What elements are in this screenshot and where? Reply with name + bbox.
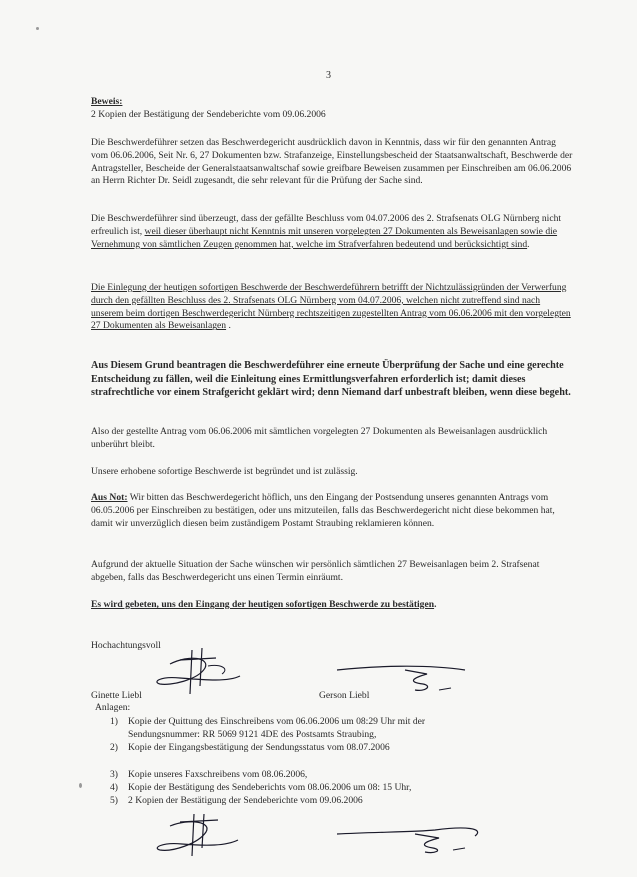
paragraph-5: Also der gestellte Antrag vom 06.06.2006 mit sämtlichen vorgelegten 27 Dokumenten als Beweisanlagen ausdrücklich unberührt bleibt. — [91, 426, 548, 450]
anlagen-label: Anlagen: — [95, 702, 131, 713]
paragraph-2-text: Die Beschwerdeführer sind überzeugt, dass der gefällte Beschluss vom 04.07.2006 des 2. Strafsenats OLG Nürnberg nicht erfreulich ist, — [91, 213, 562, 237]
aus-not-label: Aus Not: — [91, 492, 128, 503]
paragraph-9 — [91, 599, 573, 612]
speck — [36, 27, 39, 30]
paragraph-2-underlined: weil dieser überhaupt nicht Kenntnis mit unseren vorgelegten 27 Dokumenten als Beweisanlagen sowie die Vernehmung von sämtlichen Zeugen genommen hat, welche im Strafverfahren bedeutend und berücksichtigt sind — [91, 225, 558, 250]
beweis-block — [91, 96, 573, 122]
list-item: 2) Kopie der Eingangsbestätigung der Sendungsstatus vom 08.07.2006 — [110, 742, 390, 753]
list-item: 3) Kopie unseres Faxschreibens vom 08.06.2006, — [110, 769, 308, 780]
signer-2-name: Gerson Liebl — [319, 690, 370, 701]
list-item: 5) 2 Kopien der Bestätigung der Sendeberichte vom 09.06.2006 — [110, 795, 363, 806]
paragraph-3-end: . — [226, 320, 231, 332]
closing: Hochachtungsvoll — [91, 640, 161, 651]
beweis-line: 2 Kopien der Bestätigung der Sendeberichte vom 09.06.2006 — [91, 108, 326, 120]
signature-gerson-lower-icon — [335, 818, 495, 858]
paragraph-2-end: . — [527, 238, 530, 250]
paragraph-9-end: . — [434, 599, 437, 610]
list-item: 4) Kopie der Bestätigung des Sendeberichts vom 08.06.2006 um 08: 15 Uhr, — [110, 782, 412, 793]
list-item: 1) Kopie der Quittung des Einschreibens vom 06.06.2006 um 08:29 Uhr mit der — [110, 716, 426, 727]
signature-ginette-icon — [150, 646, 260, 702]
paragraph-2 — [91, 213, 573, 251]
signature-ginette-lower-icon — [150, 812, 260, 862]
speck — [79, 783, 82, 788]
signer-1-name: Ginette Liebl — [91, 690, 142, 701]
paragraph-8: Aufgrund der aktuelle Situation der Sache wünschen wir persönlich sämtlichen 27 Beweisanlagen beim 2. Strafsenat abgeben, falls das Beschwerdegericht uns einen Termin einräumt. — [91, 559, 540, 583]
paragraph-3 — [91, 282, 573, 333]
list-item-continuation: Sendungsnummer: RR 5069 9121 4DE des Postsamts Straubing, — [128, 729, 377, 740]
page-number: 3 — [326, 70, 331, 81]
paragraph-3-underlined: Die Einlegung der heutigen sofortigen Beschwerde der Beschwerdeführern betrifft der Nichtzulässigründen der Verwerfung durch den gefällten Beschluss des 2. Strafsenats OLG Nürnberg vom 04.07.2006, welchen nicht zutreffend sind nach unserem beim dortigen Beschwerdegericht Nürnberg rechtszeitigen zugestellten Antrag vom 06.06.2006 mit den vorgelegten 27 Dokumenten als Beweisanlagen — [91, 282, 571, 332]
paragraph-7 — [91, 492, 573, 530]
paragraph-7-text: Wir bitten das Beschwerdegericht höflich, uns den Eingang der Postsendung unseres genannten Antrags vom 06.05.2006 per Einschreiben zu bestätigen, oder uns mitzuteilen, falls das Beschwerdegericht nicht diese bekommen hat, damit wir unverzüglich diesen beim zuständigem Postamt Straubing reklamieren können. — [91, 492, 555, 529]
paragraph-9-underlined: Es wird gebeten, uns den Eingang der heutigen sofortigen Beschwerde zu bestätigen — [91, 599, 435, 610]
paragraph-1: Die Beschwerdeführer setzen das Beschwerdegericht ausdrücklich davon in Kenntnis, dass wir für den genannten Antrag vom 06.06.2006, Seit Nr. 6, 27 Dokumenten bzw. Strafanzeige, Einstellungsbescheid der Staatsanwaltschaft, Beschwerde der Antragsteller, Bescheide der Generalstaatsanwaltschaf sowie greifbare Beweisen zusammen per Einschreiben am 06.06.2006 an Herrn Richter Dr. Seidl zugesandt, die sehr relevant für die Prüfung der Sache sind. — [91, 137, 573, 187]
beweis-heading: Beweis: — [91, 96, 123, 107]
paragraph-6: Unsere erhobene sofortige Beschwerde ist begründet und ist zulässig. — [91, 466, 358, 477]
paragraph-4-bold: Aus Diesem Grund beantragen die Beschwerdeführer eine erneute Überprüfung der Sache und eine gerechte Entscheidung zu fällen, weil die Einleitung eines Ermittlungsverfahren erforderlich ist; damit dieses strafrechtliche vor einem Strafgericht geklärt wird; denn Niemand darf unbestraft bleiben, wenn diese begeht. — [91, 360, 571, 399]
